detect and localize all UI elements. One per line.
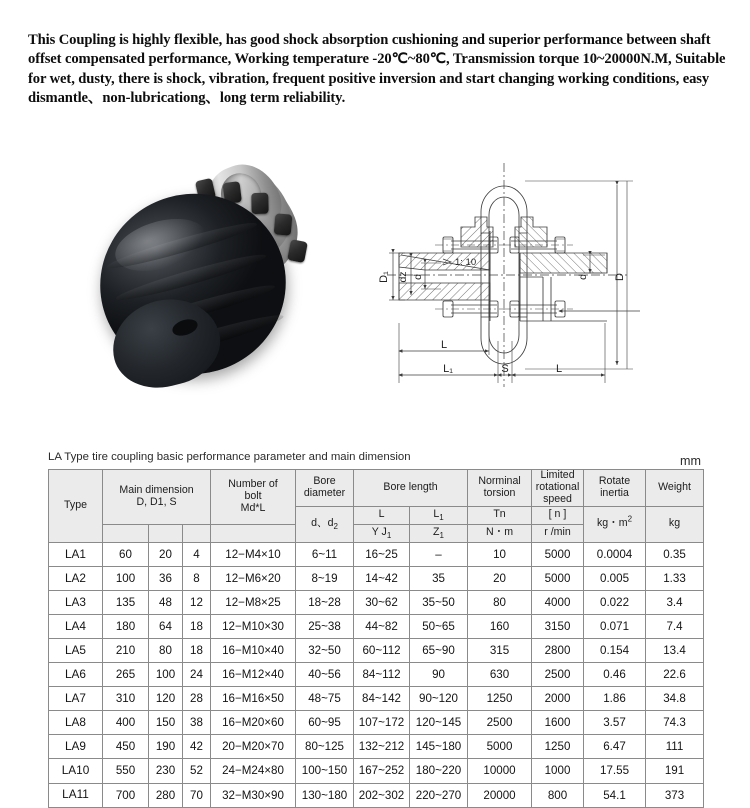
cell-weight: 74.3 bbox=[646, 711, 704, 735]
cell-weight: 22.6 bbox=[646, 663, 704, 687]
cell-s: 24 bbox=[183, 663, 211, 687]
cell-s: 52 bbox=[183, 759, 211, 783]
cell-weight: 191 bbox=[646, 759, 704, 783]
cell-inertia: 0.154 bbox=[584, 638, 646, 662]
cell-d: 100 bbox=[103, 566, 149, 590]
header-bolt-line1: Number of bbox=[228, 478, 278, 490]
cell-bolt: 12−M10×30 bbox=[211, 614, 296, 638]
drawing-label-L-top: L bbox=[440, 339, 448, 351]
bolt-head bbox=[287, 239, 308, 263]
cell-torsion: 10 bbox=[468, 542, 532, 566]
cell-bore_l1: 35 bbox=[410, 566, 468, 590]
cell-bore_l: 44~82 bbox=[354, 614, 410, 638]
cell-bolt: 20−M20×70 bbox=[211, 735, 296, 759]
cell-d: 180 bbox=[103, 614, 149, 638]
cell-torsion: 80 bbox=[468, 590, 532, 614]
cell-weight: 0.35 bbox=[646, 542, 704, 566]
cell-bore_dia: 60~95 bbox=[296, 711, 354, 735]
cell-bore_l: 30~62 bbox=[354, 590, 410, 614]
cell-d1: 100 bbox=[149, 663, 183, 687]
table-row bbox=[49, 663, 704, 687]
cell-bore_dia: 32~50 bbox=[296, 638, 354, 662]
table-row bbox=[49, 759, 704, 783]
drawing-label-d-right: d bbox=[577, 274, 589, 280]
cell-speed: 2800 bbox=[532, 638, 584, 662]
drawing-label-L1: L₁ bbox=[443, 363, 453, 375]
table-row bbox=[49, 711, 704, 735]
cell-bore_l1: 35~50 bbox=[410, 590, 468, 614]
cell-inertia: 0.022 bbox=[584, 590, 646, 614]
cell-d1: 20 bbox=[149, 542, 183, 566]
header-number-of-bolt bbox=[211, 470, 296, 525]
cell-type: LA7 bbox=[49, 687, 103, 711]
cell-d: 310 bbox=[103, 687, 149, 711]
cell-s: 18 bbox=[183, 638, 211, 662]
cell-bore_l1: 145~180 bbox=[410, 735, 468, 759]
cell-torsion: 1250 bbox=[468, 687, 532, 711]
cell-bore_l: 16~25 bbox=[354, 542, 410, 566]
header-main-dim-D1 bbox=[149, 524, 183, 542]
figures-row bbox=[0, 155, 750, 400]
cell-speed: 2000 bbox=[532, 687, 584, 711]
table-row bbox=[49, 566, 704, 590]
cell-inertia: 1.86 bbox=[584, 687, 646, 711]
table-row bbox=[49, 590, 704, 614]
cell-d1: 280 bbox=[149, 783, 183, 807]
cell-inertia: 0.46 bbox=[584, 663, 646, 687]
header-torsion-symbol: Tn bbox=[468, 506, 532, 524]
header-bore-dia-sym-text: d、d bbox=[311, 517, 334, 530]
cell-bolt: 16−M10×40 bbox=[211, 638, 296, 662]
table-row bbox=[49, 614, 704, 638]
cell-speed: 3150 bbox=[532, 614, 584, 638]
header-bore-length-L1 bbox=[410, 506, 468, 524]
header-speed-line1: Limited bbox=[540, 469, 575, 481]
cell-bore_l1: – bbox=[410, 542, 468, 566]
header-Z1-text: Z bbox=[433, 526, 440, 539]
cell-inertia: 54.1 bbox=[584, 783, 646, 807]
cell-bore_l: 84~142 bbox=[354, 687, 410, 711]
header-main-dimension bbox=[103, 470, 211, 525]
header-main-dim-S bbox=[183, 524, 211, 542]
header-inertia-line2: inertia bbox=[600, 486, 629, 499]
table-row bbox=[49, 638, 704, 662]
header-Z1-index: 1 bbox=[439, 531, 444, 541]
cell-bolt: 16−M16×50 bbox=[211, 687, 296, 711]
cell-weight: 13.4 bbox=[646, 638, 704, 662]
table-row bbox=[49, 542, 704, 566]
cell-speed: 1600 bbox=[532, 711, 584, 735]
cell-torsion: 5000 bbox=[468, 735, 532, 759]
cell-s: 12 bbox=[183, 590, 211, 614]
cell-d1: 120 bbox=[149, 687, 183, 711]
cell-type: LA3 bbox=[49, 590, 103, 614]
cell-type: LA6 bbox=[49, 663, 103, 687]
cell-inertia: 0.071 bbox=[584, 614, 646, 638]
cell-bore_l1: 50~65 bbox=[410, 614, 468, 638]
table-row bbox=[49, 735, 704, 759]
cell-weight: 7.4 bbox=[646, 614, 704, 638]
bolt-head bbox=[251, 193, 268, 214]
cell-d: 135 bbox=[103, 590, 149, 614]
cell-bore_l: 14~42 bbox=[354, 566, 410, 590]
cell-weight: 373 bbox=[646, 783, 704, 807]
cell-d: 210 bbox=[103, 638, 149, 662]
header-main-dimension-line1: Main dimension bbox=[119, 483, 194, 496]
cell-bore_dia: 18~28 bbox=[296, 590, 354, 614]
intro-paragraph: This Coupling is highly flexible, has good shock absorption cushioning and superior performance between shaft offset compensated performance, Working temperature -20℃~80℃, Transmission torque 10~20000N.M, Suitable for wet, dusty, there is shock, vibration, frequent positive inversion and start changing working conditions, easy dismantle、non-lubricationg、long term reliability. bbox=[28, 32, 726, 107]
drawing-label-taper-note: 1: 10 bbox=[455, 257, 477, 268]
cell-inertia: 6.47 bbox=[584, 735, 646, 759]
cell-bore_dia: 100~150 bbox=[296, 759, 354, 783]
cell-bore_dia: 6~11 bbox=[296, 542, 354, 566]
header-weight-unit: kg bbox=[646, 506, 704, 542]
table-head bbox=[49, 470, 704, 543]
cell-d1: 190 bbox=[149, 735, 183, 759]
cell-bore_l1: 65~90 bbox=[410, 638, 468, 662]
cell-d: 700 bbox=[103, 783, 149, 807]
drawing-label-D: D bbox=[614, 273, 626, 281]
cell-type: LA4 bbox=[49, 614, 103, 638]
header-inertia-unit-exp: 2 bbox=[627, 514, 633, 524]
cell-weight: 1.33 bbox=[646, 566, 704, 590]
header-bolt-line2: bolt bbox=[244, 489, 262, 502]
cell-bore_dia: 130~180 bbox=[296, 783, 354, 807]
header-bore-diameter bbox=[296, 470, 354, 507]
cell-bore_l: 60~112 bbox=[354, 638, 410, 662]
cell-d: 550 bbox=[103, 759, 149, 783]
header-speed-line2: rotational bbox=[535, 480, 580, 493]
cell-d: 450 bbox=[103, 735, 149, 759]
cell-bore_dia: 8~19 bbox=[296, 566, 354, 590]
cell-type: LA11 bbox=[49, 783, 103, 807]
cell-d1: 64 bbox=[149, 614, 183, 638]
cell-bore_l1: 220~270 bbox=[410, 783, 468, 807]
header-YJ1-text: Y J bbox=[371, 526, 387, 539]
cell-type: LA5 bbox=[49, 638, 103, 662]
cell-inertia: 17.55 bbox=[584, 759, 646, 783]
cell-weight: 3.4 bbox=[646, 590, 704, 614]
header-L1-text: L bbox=[433, 508, 440, 521]
table-unit-label: mm bbox=[680, 454, 701, 468]
header-bore-length-Z1 bbox=[410, 524, 468, 542]
header-bore-length: Bore length bbox=[354, 470, 468, 507]
header-type: Type bbox=[49, 470, 103, 543]
cell-speed: 5000 bbox=[532, 542, 584, 566]
header-bolt-blank bbox=[211, 524, 296, 542]
cell-speed: 1000 bbox=[532, 759, 584, 783]
cell-d1: 48 bbox=[149, 590, 183, 614]
cell-torsion: 630 bbox=[468, 663, 532, 687]
cell-torsion: 10000 bbox=[468, 759, 532, 783]
cell-torsion: 20000 bbox=[468, 783, 532, 807]
product-photo bbox=[98, 160, 310, 392]
cell-s: 42 bbox=[183, 735, 211, 759]
header-speed-symbol: [ n ] bbox=[532, 506, 584, 524]
cell-bore_l: 202~302 bbox=[354, 783, 410, 807]
cell-type: LA1 bbox=[49, 542, 103, 566]
cell-bore_dia: 80~125 bbox=[296, 735, 354, 759]
cell-bolt: 12−M4×10 bbox=[211, 542, 296, 566]
header-bore-dia-sym-index: 2 bbox=[333, 522, 338, 532]
cell-weight: 34.8 bbox=[646, 687, 704, 711]
cell-bolt: 32−M30×90 bbox=[211, 783, 296, 807]
cell-s: 38 bbox=[183, 711, 211, 735]
bolt-head bbox=[274, 213, 293, 235]
header-torsion-unit: N・m bbox=[468, 524, 532, 542]
header-weight: Weight bbox=[646, 470, 704, 507]
cell-speed: 4000 bbox=[532, 590, 584, 614]
drawing-label-S: S bbox=[501, 363, 509, 375]
cell-type: LA8 bbox=[49, 711, 103, 735]
header-norminal-torsion bbox=[468, 470, 532, 507]
header-bolt-line3: Md*L bbox=[240, 501, 266, 514]
cell-inertia: 3.57 bbox=[584, 711, 646, 735]
cell-s: 4 bbox=[183, 542, 211, 566]
header-bore-diameter-line1: Bore bbox=[313, 474, 336, 487]
technical-drawing bbox=[365, 155, 640, 395]
header-bore-diameter-symbol bbox=[296, 506, 354, 542]
cell-d1: 230 bbox=[149, 759, 183, 783]
cell-bore_l: 167~252 bbox=[354, 759, 410, 783]
cell-speed: 800 bbox=[532, 783, 584, 807]
cell-torsion: 315 bbox=[468, 638, 532, 662]
cell-bore_l1: 90 bbox=[410, 663, 468, 687]
cell-d: 400 bbox=[103, 711, 149, 735]
table-row bbox=[49, 687, 704, 711]
table-body bbox=[49, 542, 704, 807]
header-limited-rotational-speed bbox=[532, 470, 584, 507]
cell-inertia: 0.0004 bbox=[584, 542, 646, 566]
cell-speed: 2500 bbox=[532, 663, 584, 687]
cell-torsion: 20 bbox=[468, 566, 532, 590]
cell-bore_dia: 48~75 bbox=[296, 687, 354, 711]
cell-inertia: 0.005 bbox=[584, 566, 646, 590]
header-bore-length-L: L bbox=[354, 506, 410, 524]
header-inertia-line1: Rotate bbox=[598, 474, 631, 487]
header-L1-index: 1 bbox=[439, 513, 444, 523]
cell-bore_l: 84~112 bbox=[354, 663, 410, 687]
photo-stage bbox=[98, 160, 310, 392]
cell-bolt: 16−M12×40 bbox=[211, 663, 296, 687]
cell-bolt: 12−M8×25 bbox=[211, 590, 296, 614]
specification-table bbox=[48, 469, 704, 808]
cell-d1: 150 bbox=[149, 711, 183, 735]
header-speed-line3: speed bbox=[543, 492, 572, 505]
cell-bore_l: 107~172 bbox=[354, 711, 410, 735]
header-inertia-unit-text: kg・m bbox=[596, 517, 628, 530]
drawing-label-d-left: d bbox=[412, 274, 424, 280]
drawing-label-D1: D₁ bbox=[378, 271, 390, 283]
table-caption: LA Type tire coupling basic performance parameter and main dimension bbox=[48, 451, 411, 463]
cell-bore_l1: 180~220 bbox=[410, 759, 468, 783]
header-bore-diameter-line2: diameter bbox=[303, 486, 346, 499]
cell-bore_l1: 90~120 bbox=[410, 687, 468, 711]
cell-bore_l1: 120~145 bbox=[410, 711, 468, 735]
cell-d1: 80 bbox=[149, 638, 183, 662]
cell-s: 18 bbox=[183, 614, 211, 638]
cell-d: 265 bbox=[103, 663, 149, 687]
cell-s: 28 bbox=[183, 687, 211, 711]
cell-torsion: 160 bbox=[468, 614, 532, 638]
header-bore-length-YJ1 bbox=[354, 524, 410, 542]
cell-s: 8 bbox=[183, 566, 211, 590]
table-row bbox=[49, 783, 704, 807]
header-torsion-line1: Norminal bbox=[478, 474, 521, 487]
cell-weight: 111 bbox=[646, 735, 704, 759]
cell-speed: 1250 bbox=[532, 735, 584, 759]
cell-bore_l: 132~212 bbox=[354, 735, 410, 759]
drawing-label-dz: dz bbox=[397, 271, 409, 283]
cell-bore_dia: 40~56 bbox=[296, 663, 354, 687]
cell-torsion: 2500 bbox=[468, 711, 532, 735]
specification-table-block bbox=[48, 450, 703, 808]
cell-bore_dia: 25~38 bbox=[296, 614, 354, 638]
header-main-dimension-line2: D, D1, S bbox=[136, 495, 177, 508]
header-inertia-unit bbox=[584, 506, 646, 542]
cell-bolt: 24−M24×80 bbox=[211, 759, 296, 783]
drawing-label-L-right: L bbox=[555, 363, 563, 375]
cell-bolt: 16−M20×60 bbox=[211, 711, 296, 735]
header-rotate-inertia bbox=[584, 470, 646, 507]
cell-s: 70 bbox=[183, 783, 211, 807]
cell-bolt: 12−M6×20 bbox=[211, 566, 296, 590]
cell-d: 60 bbox=[103, 542, 149, 566]
header-main-dim-D bbox=[103, 524, 149, 542]
cell-speed: 5000 bbox=[532, 566, 584, 590]
header-speed-unit: r /min bbox=[532, 524, 584, 542]
cell-type: LA10 bbox=[49, 759, 103, 783]
cell-type: LA9 bbox=[49, 735, 103, 759]
header-YJ1-index: 1 bbox=[386, 531, 392, 541]
cell-d1: 36 bbox=[149, 566, 183, 590]
header-row-1 bbox=[49, 470, 704, 507]
cell-type: LA2 bbox=[49, 566, 103, 590]
header-torsion-line2: torsion bbox=[483, 486, 516, 499]
